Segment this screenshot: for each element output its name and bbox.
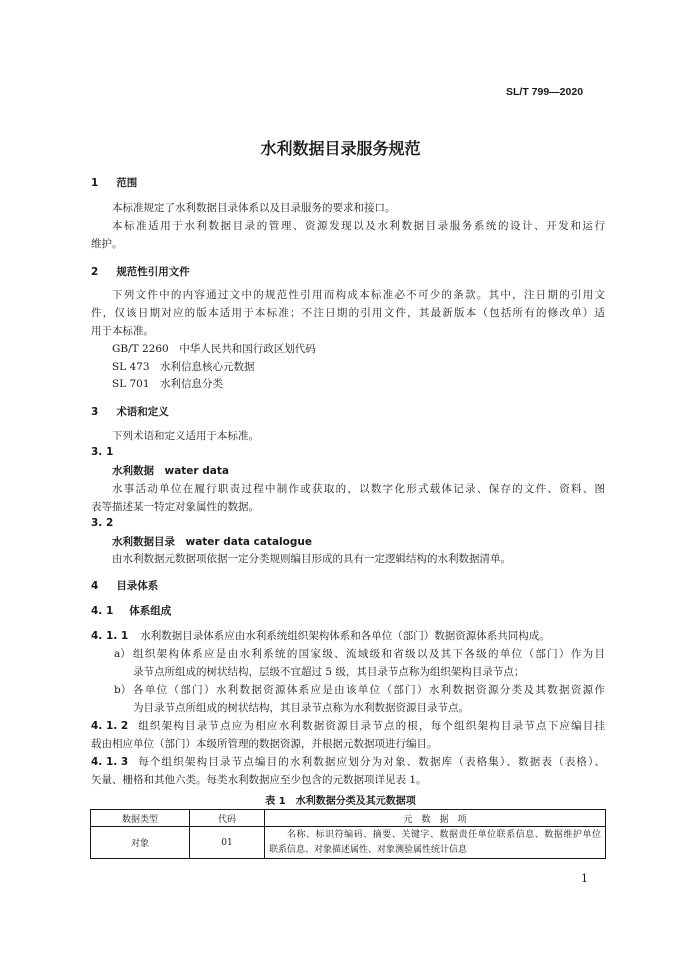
definition-line: 水事活动单位在履行职责过程中制作或获取的，以数字化形式载体记录、保存的文件、资料、图 — [112, 483, 605, 495]
term-heading: 水利数据目录 water data catalogue — [112, 536, 312, 548]
metadata-table — [90, 809, 606, 859]
section-title: 范围 — [116, 177, 138, 189]
clause-text: 组织架构目录节点应为相应水利数据资源目录节点的根，每个组织架构目录节点下应编目挂 — [138, 720, 605, 732]
reference-item — [112, 340, 316, 358]
section-1-heading — [91, 175, 137, 190]
clause-text: 水利数据目录体系应由水利系统组织架构体系和各单位（部门）数据资源体系共同构成。 — [140, 630, 550, 642]
header-cell: 数据类型 — [91, 810, 190, 827]
clause-line: 矢量、栅格和其他六类。每类水利数据应至少包含的元数据项详见表 1。 — [91, 774, 427, 786]
paragraph: 本标准规定了水利数据目录体系以及目录服务的要求和接口。 — [112, 202, 396, 214]
paragraph-line: 本标准适用于水利数据目录的管理、资源发现以及水利数据目录服务系统的设计、开发和运行 — [112, 220, 605, 232]
paragraph-line: 件，仅该日期对应的版本适用于本标准；不注日期的引用文件，其最新版本（包括所有的修改单）适 — [91, 307, 605, 319]
reference-item — [112, 375, 223, 393]
section-4-heading — [91, 578, 158, 593]
list-item-line: 为目录节点所组成的树状结构，其目录节点称为水利数据资源目录节点。 — [133, 702, 469, 714]
table-caption: 表 1 水利数据分类及其元数据项 — [265, 796, 416, 807]
term-number: 3. 1 — [91, 446, 114, 458]
paragraph-line: 下列文件中的内容通过文中的规范性引用而构成本标准必不可少的条款。其中，注日期的引用文 — [112, 289, 605, 301]
header-cell: 元 数 据 项 — [265, 810, 606, 827]
list-item-line: 各单位（部门）水利数据资源体系应是由该单位（部门）水利数据资源分类及其数据资源作 — [133, 684, 605, 696]
reference-code: SL 701 — [112, 378, 150, 390]
table-row — [91, 827, 606, 859]
clause-line: 载由相应单位（部门）本级所管理的数据资源，并根据元数据项进行编目。 — [91, 738, 438, 750]
list-marker: a） — [114, 648, 131, 660]
section-3-heading — [91, 404, 169, 419]
term-number: 3. 2 — [91, 517, 114, 529]
clause-number: 4. 1. 3 — [91, 756, 129, 768]
clause-number: 4. 1. 1 — [91, 630, 129, 642]
code-cell: 01 — [190, 827, 265, 859]
list-item-line: 组织架构体系应是由水利系统的国家级、流域级和省级以及其下各级的单位（部门）作为目 — [133, 648, 605, 660]
table-header-row — [91, 810, 606, 827]
clause-line — [91, 753, 605, 771]
reference-name: 中华人民共和国行政区划代码 — [179, 343, 316, 355]
section-number: 1 — [91, 177, 99, 189]
paragraph-line: 用于本标准。 — [91, 325, 154, 337]
definition-line: 表等描述某一特定对象属性的数据。 — [91, 501, 259, 513]
term-heading: 水利数据 water data — [112, 465, 229, 477]
list-item-line: 录节点所组成的树状结构，层级不宜超过 5 级，其目录节点称为组织架构目录节点； — [133, 666, 525, 678]
reference-name: 水利信息核心元数据 — [160, 361, 255, 373]
reference-item — [112, 358, 255, 376]
section-2-heading — [91, 264, 190, 279]
metadata-items-line: 联系信息、对象描述属性、对象测验属性统计信息 — [269, 844, 468, 855]
paragraph-line: 维护。 — [91, 238, 123, 250]
section-number: 3 — [91, 406, 99, 418]
section-title: 目录体系 — [116, 580, 159, 592]
clause-text: 每个组织架构目录节点编目的水利数据应划分为对象、数据库（表格集）、数据表（表格）、 — [138, 756, 605, 768]
subsection-heading — [91, 603, 171, 618]
paragraph: 下列术语和定义适用于本标准。 — [112, 430, 259, 442]
reference-code: GB/T 2260 — [112, 343, 169, 355]
reference-code: SL 473 — [112, 361, 150, 373]
list-marker: b） — [114, 684, 132, 696]
header-cell: 代码 — [190, 810, 265, 827]
subsection-title: 体系组成 — [129, 605, 172, 617]
section-number: 4 — [91, 580, 99, 592]
data-type-cell: 对象 — [91, 827, 190, 859]
metadata-items-line: 名称、标识符编码、摘要、关键字、数据责任单位联系信息、数据维护单位 — [287, 829, 601, 840]
section-title: 术语和定义 — [116, 406, 169, 418]
section-number: 2 — [91, 266, 99, 278]
clause-number: 4. 1. 2 — [91, 720, 129, 732]
clause-line — [91, 717, 605, 735]
clause-line — [91, 627, 550, 645]
reference-name: 水利信息分类 — [160, 378, 224, 390]
metadata-items-cell — [265, 827, 606, 859]
page-title: 水利数据目录服务规范 — [260, 139, 421, 158]
section-title: 规范性引用文件 — [116, 266, 190, 278]
definition-line: 由水利数据元数据项依据一定分类规则编目形成的具有一定逻辑结构的水利数据清单。 — [112, 553, 511, 565]
standard-number: SL/T 799—2020 — [506, 86, 584, 98]
page-number: 1 — [581, 872, 588, 885]
subsection-number: 4. 1 — [91, 605, 114, 617]
